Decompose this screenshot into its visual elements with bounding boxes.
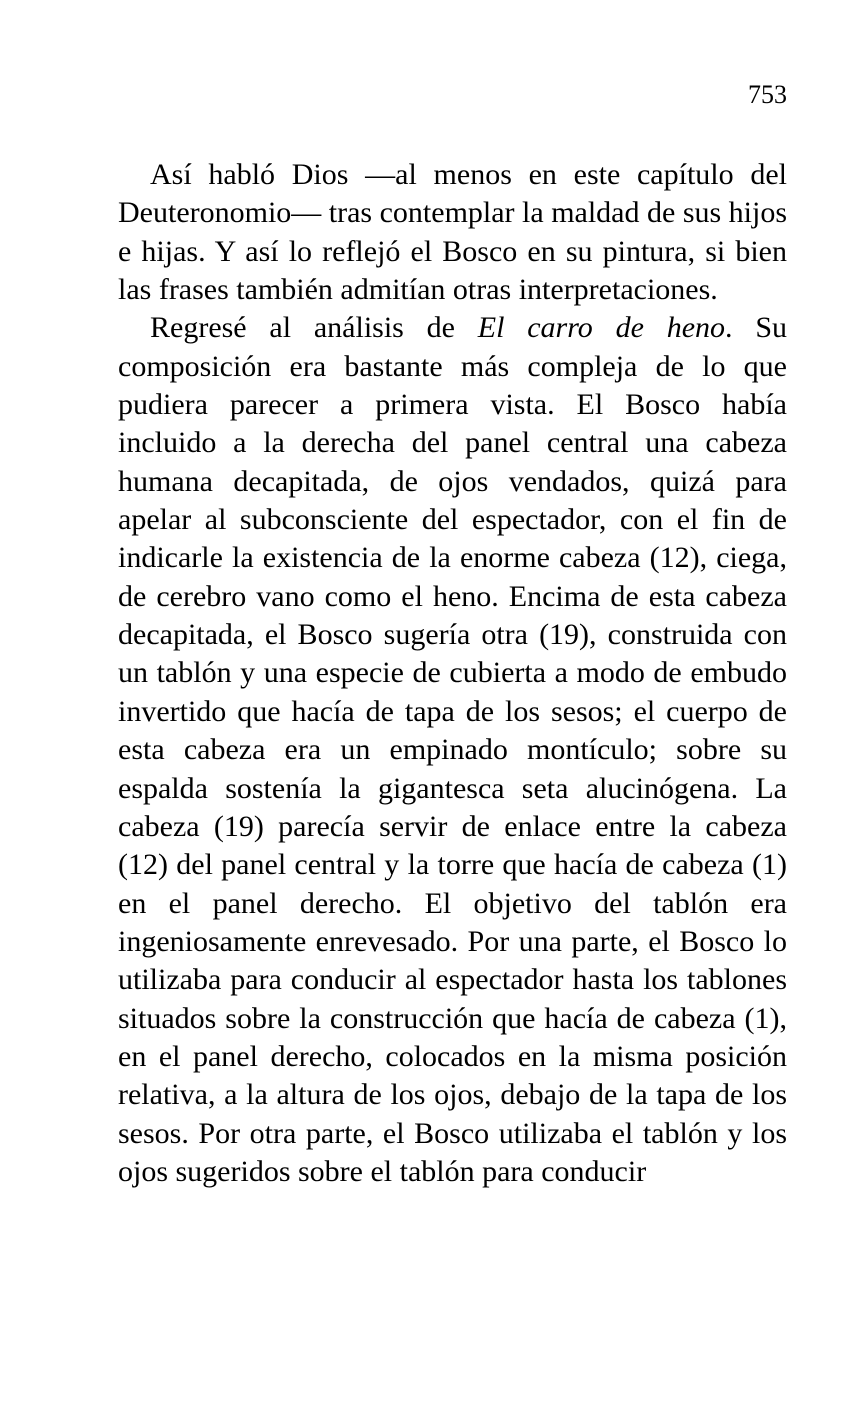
page-number: 753 — [748, 80, 787, 109]
paragraph-2-rest: . Su composición era bastante más compleja de lo que pudiera parecer a primera vista. El Bosco había incluido a la derecha del panel central una cabeza humana decapitada, de ojos vendados, quizá para apelar al subconsciente del espectador, con el fin de indicarle la existencia de la enorme cabeza (12), ciega, de cerebro vano como el heno. Encima de esta cabeza decapitada, el Bosco sugería otra (19), construida con un tablón y una especie de cubierta a modo de embudo invertido que hacía de tapa de los sesos; el cuerpo de esta cabeza era un empinado montículo; sobre su espalda sostenía la gigantesca seta alucinógena. La cabeza (19) parecía servir de enlace entre la cabeza (12) del panel central y la torre que hacía de cabeza (1) en el panel derecho. El objetivo del tablón era ingeniosamente enrevesado. Por una parte, el Bosco lo utilizaba para conducir al espectador hasta los tablones situados sobre la construcción que hacía de cabeza (1), en el panel derecho, colocados en la misma posición relativa, a la altura de los ojos, debajo de la tapa de los sesos. Por otra parte, el Bosco utilizaba el tablón y los ojos sugeridos sobre el tablón para conducir — [118, 311, 788, 1188]
paragraph-2 — [118, 309, 787, 1191]
paragraph-2-start: Regresé al análisis de — [150, 311, 478, 345]
artwork-title: El carro de heno — [477, 311, 726, 345]
body-text — [118, 156, 787, 1191]
paragraph-1: Así habló Dios —al menos en este capítulo del Deuteronomio— tras contemplar la maldad de sus hijos e hijas. Y así lo reflejó el Bosco en su pintura, si bien las frases también admitían otras interpretaciones. — [118, 158, 788, 307]
